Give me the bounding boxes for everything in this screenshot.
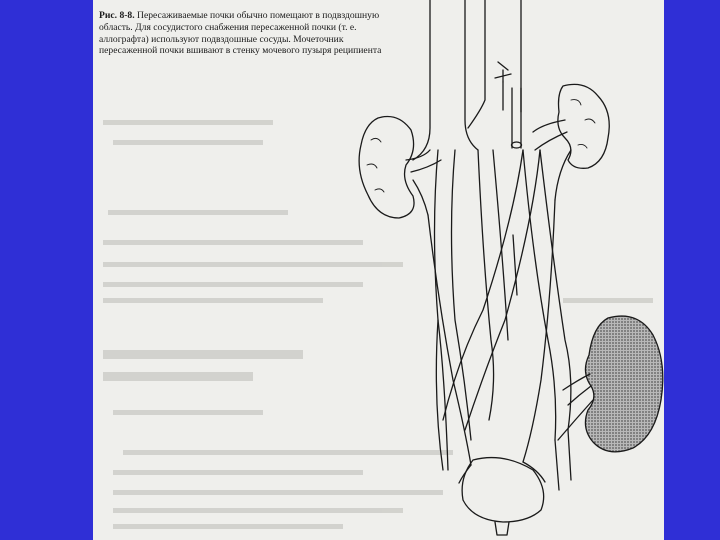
- figure-caption-text: Пересаживаемые почки обычно помещают в подвздошную область. Для сосудистого снабжения пересаженной почки (т. е. аллографта) используют подвздошные сосуды. Мочеточник пересаженной почки вшивают в стенку мочевого пузыря реципиента: [99, 10, 382, 57]
- ureters: [428, 200, 555, 465]
- transplanted-kidney: [558, 316, 663, 452]
- iliac-veins: [443, 150, 571, 440]
- scanned-page: [93, 0, 664, 540]
- renal-vessel-stub: [495, 62, 522, 148]
- figure-caption: [99, 10, 399, 57]
- bladder: [459, 458, 545, 535]
- figure-label: Рис. 8-8.: [99, 10, 135, 21]
- anatomy-illustration: [93, 0, 664, 540]
- aorta: [413, 0, 478, 160]
- pelvic-vessels: [436, 320, 571, 490]
- vena-cava: [468, 0, 521, 128]
- native-kidney-left: [359, 117, 441, 219]
- iliac-arteries: [435, 150, 509, 470]
